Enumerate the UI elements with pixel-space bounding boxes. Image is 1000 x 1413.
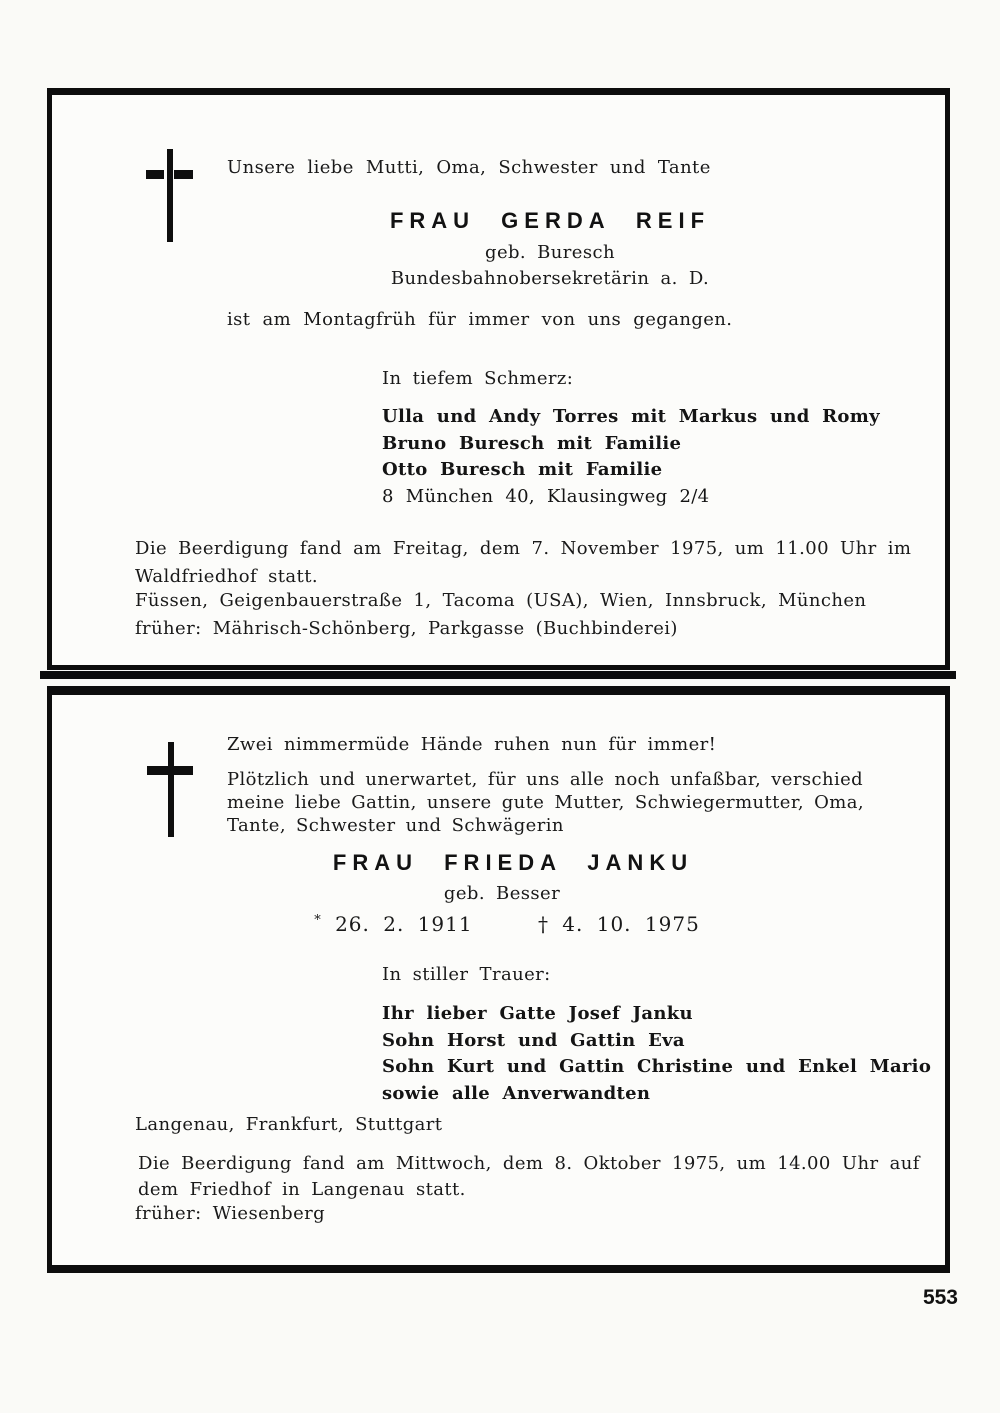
death-announcement-paragraph bbox=[227, 768, 927, 837]
birth-symbol: * bbox=[314, 913, 322, 928]
heavy-divider-rule bbox=[40, 671, 956, 679]
intro-line: Unsere liebe Mutti, Oma, Schwester und Tante bbox=[227, 157, 711, 178]
mourners-list bbox=[382, 404, 880, 510]
mourner-line: Sohn Horst und Gattin Eva bbox=[382, 1029, 685, 1051]
paragraph-line: meine liebe Gattin, unsere gute Mutter, Schwiegermutter, Oma, bbox=[227, 792, 864, 813]
funeral-line: Die Beerdigung fand am Mittwoch, dem 8. Oktober 1975, um 14.00 Uhr auf bbox=[138, 1153, 920, 1174]
statement-line: ist am Montagfrüh für immer von uns gegangen. bbox=[227, 309, 733, 330]
funeral-line: dem Friedhof in Langenau statt. bbox=[138, 1178, 466, 1200]
grief-intro: In stiller Trauer: bbox=[382, 964, 551, 985]
mourner-line: Sohn Kurt und Gattin Christine und Enkel Mario bbox=[382, 1056, 932, 1077]
mourners-list bbox=[382, 1001, 931, 1107]
latin-cross-icon bbox=[147, 742, 193, 837]
obituary-notice-frieda-janku bbox=[47, 686, 950, 1273]
death-date: † 4. 10. 1975 bbox=[537, 912, 700, 936]
mourner-line: Otto Buresch mit Familie bbox=[382, 459, 663, 480]
funeral-line: Die Beerdigung fand am Freitag, dem 7. November 1975, um 11.00 Uhr im bbox=[135, 538, 912, 559]
deceased-name: FRAU FRIEDA JANKU bbox=[332, 850, 694, 875]
mourner-line: Bruno Buresch mit Familie bbox=[382, 432, 682, 454]
grief-intro: In tiefem Schmerz: bbox=[382, 368, 574, 389]
places-line: Langenau, Frankfurt, Stuttgart bbox=[135, 1114, 443, 1135]
maiden-name: geb. Buresch bbox=[485, 242, 615, 263]
mourner-line: Ihr lieber Gatte Josef Janku bbox=[382, 1003, 693, 1024]
funeral-info bbox=[138, 1151, 948, 1202]
places-line: Füssen, Geigenbauerstraße 1, Tacoma (USA), Wien, Innsbruck, München bbox=[135, 590, 867, 611]
deceased-name: FRAU GERDA REIF bbox=[389, 208, 711, 233]
profession-line: Bundesbahnobersekretärin a. D. bbox=[390, 268, 710, 289]
funeral-line: Waldfriedhof statt. bbox=[135, 565, 318, 587]
obituary-notice-gerda-reif bbox=[47, 88, 950, 670]
former-residence-line: früher: Wiesenberg bbox=[135, 1203, 326, 1224]
mourner-line: sowie alle Anverwandten bbox=[382, 1082, 651, 1104]
intro-line: Zwei nimmermüde Hände ruhen nun für immer! bbox=[227, 734, 717, 755]
paragraph-line: Tante, Schwester und Schwägerin bbox=[227, 815, 564, 836]
address-line: 8 München 40, Klausingweg 2/4 bbox=[382, 485, 710, 507]
maiden-name: geb. Besser bbox=[443, 883, 561, 904]
birth-date: 26. 2. 1911 bbox=[335, 912, 473, 936]
former-residence-line: früher: Mährisch-Schönberg, Parkgasse (Buchbinderei) bbox=[135, 618, 678, 639]
latin-cross-icon bbox=[146, 149, 193, 242]
mourner-line: Ulla und Andy Torres mit Markus und Romy bbox=[382, 406, 880, 427]
life-dates bbox=[314, 914, 700, 934]
funeral-info bbox=[135, 535, 935, 590]
paragraph-line: Plötzlich und unerwartet, für uns alle noch unfaßbar, verschied bbox=[227, 769, 864, 790]
page-number: 553 bbox=[922, 1286, 958, 1309]
